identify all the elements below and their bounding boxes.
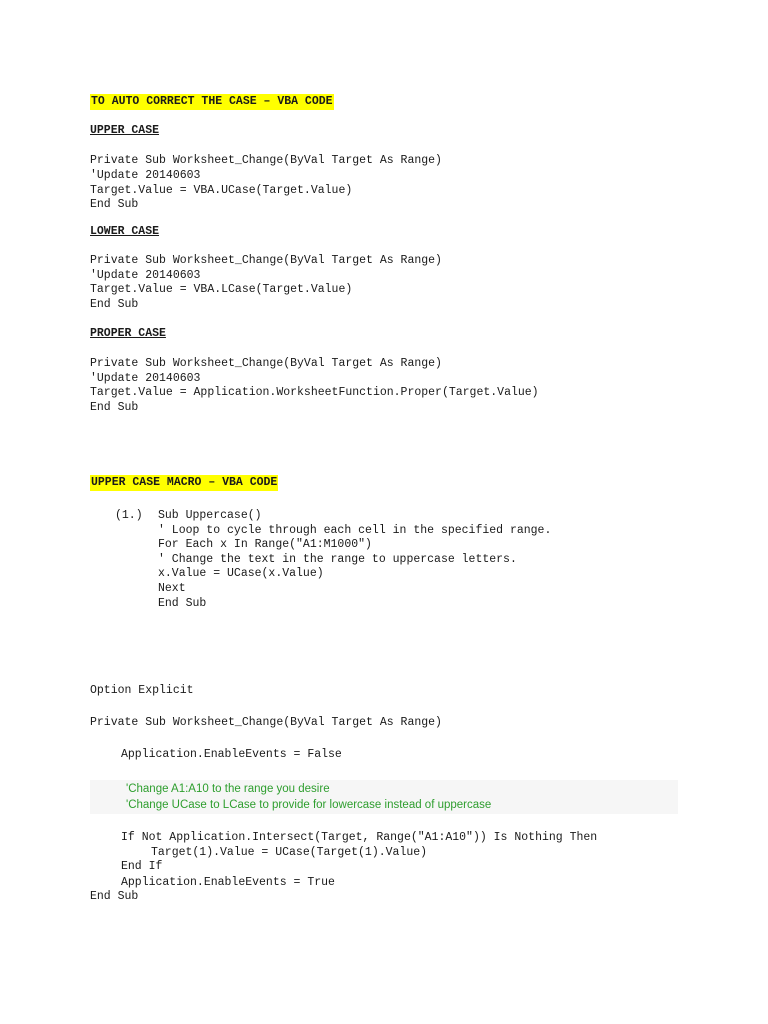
code-line: Application.EnableEvents = False: [121, 748, 342, 761]
code-comment: 'Change UCase to LCase to provide for lowercase instead of uppercase: [126, 799, 492, 811]
code-line: Private Sub Worksheet_Change(ByVal Target As Range): [90, 357, 442, 370]
lower-case-title: LOWER CASE: [90, 225, 160, 238]
code-line: Target.Value = VBA.UCase(Target.Value): [90, 184, 353, 197]
code-line: Next: [158, 582, 186, 595]
section-heading-auto-correct: TO AUTO CORRECT THE CASE – VBA CODE: [91, 95, 333, 108]
code-line: End Sub: [90, 198, 139, 211]
code-line: Private Sub Worksheet_Change(ByVal Target As Range): [90, 154, 442, 167]
code-line: Target(1).Value = UCase(Target(1).Value): [151, 846, 428, 859]
code-line: 'Update 20140603: [90, 372, 201, 385]
code-line: x.Value = UCase(x.Value): [158, 567, 324, 580]
section-heading-macro: UPPER CASE MACRO – VBA CODE: [91, 476, 278, 489]
code-line: For Each x In Range("A1:M1000"): [158, 538, 372, 551]
code-line: End Sub: [90, 890, 139, 903]
upper-case-title: UPPER CASE: [90, 124, 160, 137]
list-number: (1.): [115, 509, 143, 522]
code-line: Sub Uppercase(): [158, 509, 262, 522]
code-line: ' Change the text in the range to uppercase letters.: [158, 553, 517, 566]
code-line: End Sub: [158, 597, 207, 610]
code-line: If Not Application.Intersect(Target, Range("A1:A10")) Is Nothing Then: [121, 831, 598, 844]
code-line: Application.EnableEvents = True: [121, 876, 335, 889]
code-line: End Sub: [90, 401, 139, 414]
code-line: 'Update 20140603: [90, 169, 201, 182]
code-line: End Sub: [90, 298, 139, 311]
code-line: Target.Value = Application.WorksheetFunction.Proper(Target.Value): [90, 386, 539, 399]
code-line: Target.Value = VBA.LCase(Target.Value): [90, 283, 353, 296]
code-line: Private Sub Worksheet_Change(ByVal Target As Range): [90, 254, 442, 267]
code-line: ' Loop to cycle through each cell in the specified range.: [158, 524, 552, 537]
code-line: Private Sub Worksheet_Change(ByVal Target As Range): [90, 716, 442, 729]
proper-case-title: PROPER CASE: [90, 327, 166, 340]
code-comment: 'Change A1:A10 to the range you desire: [126, 783, 330, 795]
code-line: 'Update 20140603: [90, 269, 201, 282]
code-line: End If: [121, 860, 163, 873]
code-line: Option Explicit: [90, 684, 194, 697]
